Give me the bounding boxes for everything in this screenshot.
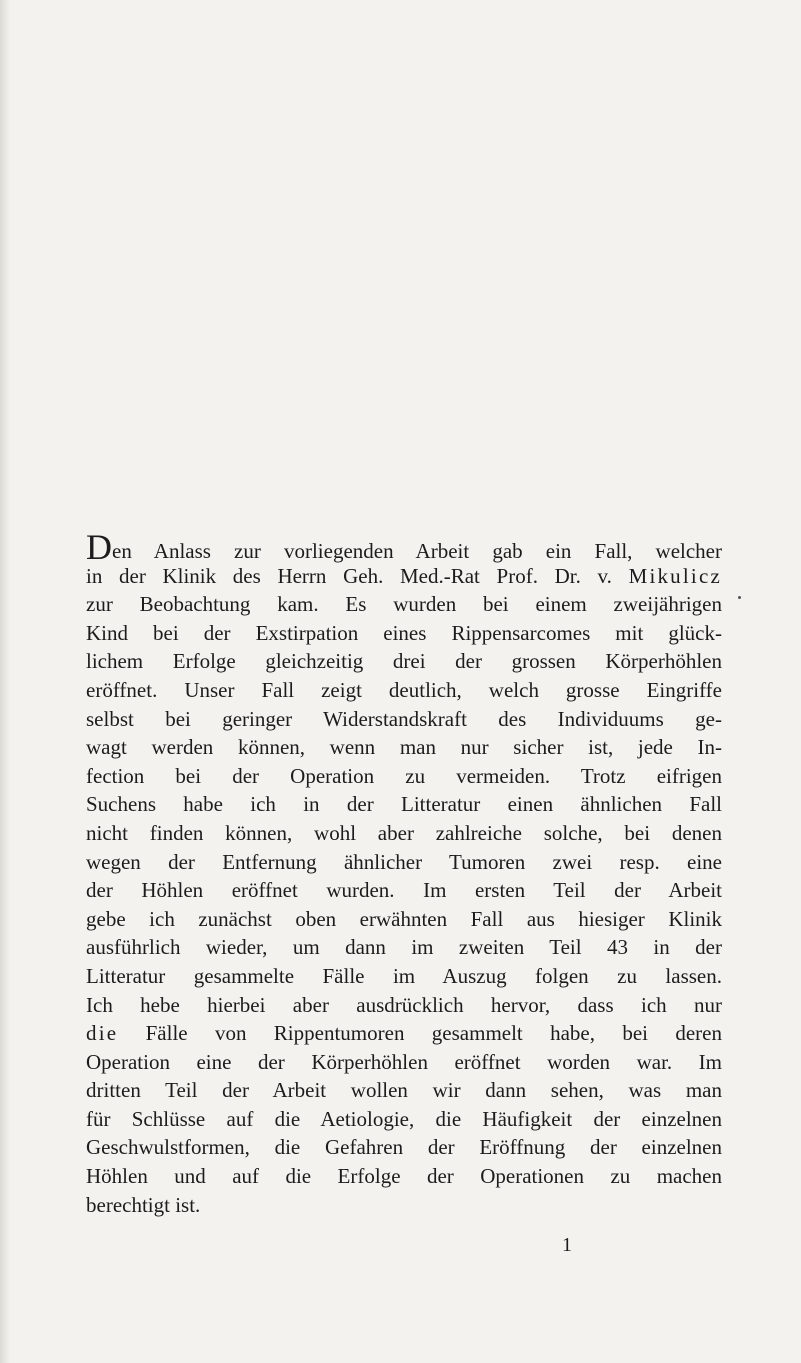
author-name-spaced: Mikulicz (628, 563, 722, 588)
drop-cap: D (86, 527, 112, 567)
text-span: in der Klinik des Herrn Geh. Med.-Rat Prof. Dr. v. (86, 563, 629, 588)
text-line (86, 562, 722, 591)
page-number: 1 (562, 1234, 572, 1256)
emphasis-spaced: die (86, 1021, 119, 1046)
text-line: Ich hebe hierbei aber ausdrücklich hervor, dass ich nur (86, 992, 722, 1017)
text-line: Suchens habe ich in der Litteratur einen ähnlichen Fall (86, 792, 722, 817)
text-line: Kind bei der Exstirpation eines Rippensarcomes mit glück- (86, 620, 722, 645)
text-line: für Schlüsse auf die Aetiologie, die Häufigkeit der einzelnen (86, 1106, 722, 1131)
text-line: wegen der Entfernung ähnlicher Tumoren zwei resp. eine (86, 849, 722, 874)
page-edge-shadow (0, 0, 10, 1363)
text-line: fection bei der Operation zu vermeiden. Trotz eifrigen (86, 763, 722, 788)
text-line: Operation eine der Körperhöhlen eröffnet worden war. Im (86, 1049, 722, 1074)
text-span: en Anlass zur vorliegenden Arbeit gab ein Fall, welcher (112, 539, 722, 563)
text-line: Litteratur gesammelte Fälle im Auszug folgen zu lassen. (86, 963, 722, 988)
text-line: Geschwulstformen, die Gefahren der Eröffnung der einzelnen (86, 1135, 722, 1160)
text-line: nicht finden können, wohl aber zahlreiche solche, bei denen (86, 820, 722, 845)
body-paragraph (86, 527, 722, 1219)
text-line: Höhlen und auf die Erfolge der Operationen zu machen (86, 1164, 722, 1189)
text-span: Fälle von Rippentumoren gesammelt habe, bei deren (118, 1021, 722, 1046)
text-line: zur Beobachtung kam. Es wurden bei einem zweijährigen (86, 592, 722, 617)
text-line: eröffnet. Unser Fall zeigt deutlich, welch grosse Eingriffe (86, 677, 722, 702)
text-line: gebe ich zunächst oben erwähnten Fall aus hiesiger Klinik (86, 906, 722, 931)
text-line: dritten Teil der Arbeit wollen wir dann sehen, was man (86, 1078, 722, 1103)
text-line: wagt werden können, wenn man nur sicher ist, jede In- (86, 735, 722, 760)
text-line: berechtigt ist. (86, 1192, 201, 1217)
text-line: selbst bei geringer Widerstandskraft des Individuums ge- (86, 706, 722, 731)
text-line (86, 527, 722, 567)
margin-dot (738, 596, 741, 599)
text-line: der Höhlen eröffnet wurden. Im ersten Teil der Arbeit (86, 878, 722, 903)
text-line (86, 1019, 722, 1048)
text-line: lichem Erfolge gleichzeitig drei der grossen Körperhöhlen (86, 649, 722, 674)
text-line: ausführlich wieder, um dann im zweiten Teil 43 in der (86, 935, 722, 960)
